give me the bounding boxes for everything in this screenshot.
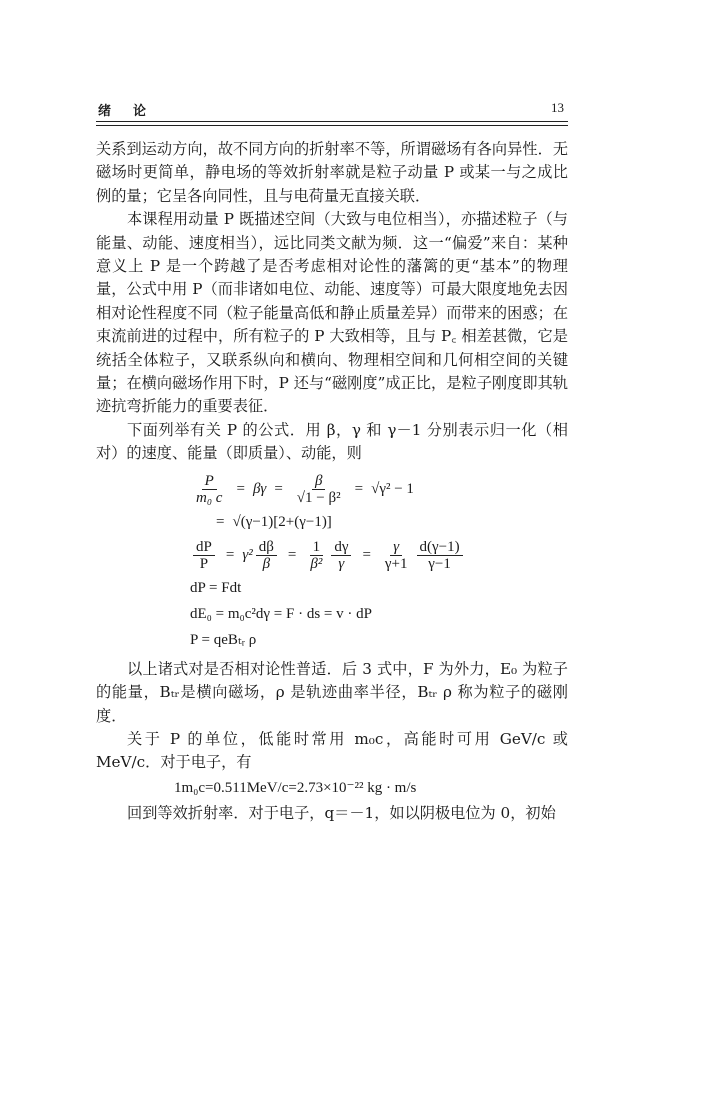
paragraph-4: 以上诸式对是否相对论性普适．后 3 式中，F 为外力，E₀ 为粒子的能量，Bₜᵣ是横向磁场，ρ 是轨迹曲率半径，Bₜᵣ ρ 称为粒子的磁刚度． xyxy=(96,659,568,725)
fraction: $\frac{\gamma}{\gamma+1}$ xyxy=(384,539,408,573)
formula-magnetic-rigidity: P = qeBₜᵣ ρ xyxy=(190,631,257,648)
formula-momentum-ratio: $\frac{P}{\text{m₀ c}}$ = βγ = $\frac{\beta}{\text{√1 − β²}}$ = √γ² − 1 xyxy=(190,470,568,510)
fraction: $\frac{P}{\text{m₀ c}}$ xyxy=(196,473,223,507)
sqrt-expression: √γ² − 1 xyxy=(371,480,414,497)
header-rule-thin xyxy=(96,125,568,126)
running-header xyxy=(96,98,568,120)
chapter-title: 绪论 xyxy=(98,104,169,119)
formula-force: dP = Fdt xyxy=(190,579,242,596)
beta-gamma: βγ xyxy=(252,480,267,497)
paragraph-2: 本课程用动量 P 既描述空间（大致与电位相当），亦描述粒子（与能量、动能、速度相当），远比同类文献为频．这一“偏爱”来自：某种意义上 P 是一个跨越了是否考虑相对论性的藩篱的更“基本”的物理量，公式中用 P（而非诸如电位、动能、速度等）可最大限度地免去因相对论性程度不同（粒子能量高低和静止质量差异）而带来的困惑；在束流前进的过程中，所有粒子的 P 大致相等，且与 P꜀ 相差甚微，它是统括全体粒子，又联系纵向和横向、物理相空间和几何相空间的关键量；在横向磁场作用下时，P 还与“磁刚度”成正比，是粒子刚度即其轨迹抗弯折能力的重要表征． xyxy=(96,210,568,416)
formula-energy: dE₀ = m₀c²dγ = F · ds = v · dP xyxy=(190,605,372,622)
unit-conversion-formula: 1m₀c=0.511MeV/c=2.73×10⁻²² kg · m/s xyxy=(174,779,417,796)
formula-block xyxy=(190,470,568,654)
book-page xyxy=(96,0,568,1120)
formula-differential-relations: $\frac{dP}{P}$ = γ² $\frac{d\beta}{\beta}$ = $\frac{1}{\text{β²}}$ $\frac{d\gamma}{\gamma}$ = $\frac{\gamma}{\gamma+1}$ $\frac{d(\gamma-1)}{\gamma-1}$ xyxy=(190,536,568,576)
fraction: $\frac{d(\gamma-1)}{\gamma-1}$ xyxy=(417,539,463,572)
body-text xyxy=(96,138,568,826)
paragraph-3: 下面列举有关 P 的公式．用 β，γ 和 γ－1 分别表示归一化（相对）的速度、能量（即质量）、动能，则 xyxy=(96,420,568,463)
paragraph-6: 回到等效折射率．对于电子，q＝－1，如以阴极电位为 0，初始 xyxy=(127,804,556,823)
paragraph-5: 关于 P 的单位，低能时常用 m₀c，高能时可用 GeV/c 或 MeV/c．对于电子，有 xyxy=(96,729,568,772)
page-number: 13 xyxy=(551,100,564,115)
fraction: $\frac{d\gamma}{\gamma}$ xyxy=(331,539,351,572)
fraction: $\frac{dP}{P}$ xyxy=(193,539,215,572)
fraction: $\frac{\beta}{\text{√1 − β²}}$ xyxy=(296,473,341,507)
fraction: $\frac{d\beta}{\beta}$ xyxy=(256,539,277,572)
fraction: $\frac{1}{\text{β²}}$ xyxy=(310,539,323,573)
paragraph-1: 关系到运动方向，故不同方向的折射率不等，所谓磁场有各向异性．无磁场时更简单，静电场的等效折射率就是粒子动量 P 或某一与之成比例的量；它呈各向同性，且与电荷量无直接关联． xyxy=(96,140,568,205)
header-rule-thick xyxy=(96,121,568,122)
formula-momentum-expanded: = √(γ−1)[2+(γ−1)] xyxy=(216,510,568,536)
sqrt-expression: √(γ−1)[2+(γ−1)] xyxy=(232,513,332,530)
